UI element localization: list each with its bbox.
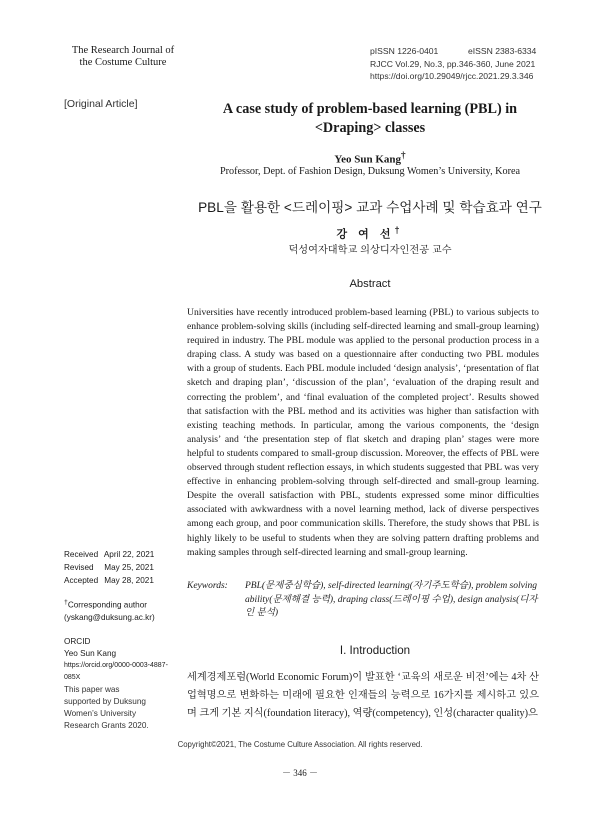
date-revised [64, 561, 174, 574]
orcid-label: ORCID [64, 637, 91, 646]
date-label: Accepted [64, 576, 99, 585]
orcid-name: Yeo Sun Kang [64, 649, 117, 658]
page-number: － 346 － [281, 768, 318, 778]
corresponding-mark-kr: † [394, 225, 404, 235]
date-value: May 25, 2021 [104, 563, 154, 572]
orcid-block [64, 636, 184, 684]
date-value: April 22, 2021 [103, 550, 155, 559]
date-accepted [64, 574, 174, 587]
author-korean [190, 225, 550, 242]
title-english: A case study of problem-based learning (PBL) in <Draping> classes [222, 101, 518, 136]
corresponding-email[interactable]: (yskang@duksung.ac.kr) [64, 612, 155, 622]
author-english [190, 150, 550, 166]
corresponding-author-label [64, 597, 174, 612]
journal-name-line2: the Costume Culture [79, 57, 167, 68]
affiliation-english: Professor, Dept. of Fashion Design, Duksung Women’s University, Korea [219, 166, 521, 177]
title-korean: PBL을 활용한 <드레이핑> 교과 수업사례 및 학습효과 연구 [198, 200, 542, 215]
date-value: May 28, 2021 [104, 576, 154, 585]
corresponding-author [64, 597, 174, 624]
corresponding-mark: † [401, 150, 406, 160]
section-heading-introduction: I. Introduction [339, 644, 411, 657]
article-type: [Original Article] [64, 98, 138, 110]
abstract-text: Universities have recently introduced problem-based learning (PBL) to various subjects to enhance problem-solving skills (including self-directed learning and small-group learning) required in industry. The PBL module was applied to the personal production process in a draping class. A study was based on a questionnaire after conducting two PBL modules with a group of students. Each PBL module included ‘design analysis’, ‘presentation of flat sketch and draping plan’, ‘discussion of the plan’, ‘evaluation of the draping result and correcting the problem’, and ‘final evaluation of the completed project’. Results showed that satisfaction with the PBL method and its activities was higher than satisfaction with existing teaching methods. In particular, among the various components, the ‘design analysis’ and ‘the presentation step of flat sketch and draping plan’ stages were more helpful to students compared to small-group discussion. Moreover, the effects of PBL were observed through student reflection essays, in which students suggested that PBL was very effective in enhancing problem-solving through self-directed and small-group learning. Despite the overall satisfaction with PBL, students expressed some minor difficulties associated with awkwardness with a novel learning method, lack of diverse perspectives among each group, and poor communication skills. Therefore, the study shows that PBL is highly likely to be useful to students when they are solving pattern drafting problems and making samples through self-directed learning and small-group learning. [187, 307, 539, 558]
keywords-text: PBL(문제중심학습), self-directed learning(자기주도학습), problem solving ability(문제해결 능력), draping class(드레이핑 수업), design analysis(디자인 분석) [245, 581, 538, 618]
date-label: Revised [64, 563, 94, 572]
eissn: eISSN 2383-6334 [468, 46, 537, 56]
pissn: pISSN 1226-0401 [370, 46, 439, 56]
keywords [187, 580, 543, 621]
copyright-notice: Copyright©2021, The Costume Culture Association. All rights reserved. [177, 740, 423, 749]
affiliation-korean: 덕성여자대학교 의상디자인전공 교수 [288, 245, 452, 256]
abstract-heading: Abstract [349, 278, 391, 290]
doi-link[interactable]: https://doi.org/10.29049/rjcc.2021.29.3.346 [370, 71, 534, 81]
corresponding-mark-side: † [64, 599, 68, 606]
date-received [64, 548, 174, 561]
keywords-label: Keywords: [187, 581, 228, 591]
issn-row [370, 45, 570, 58]
author-korean-name: 강 여 선 [336, 228, 395, 241]
corr-label-text: Corresponding author [67, 600, 148, 610]
funding-note: This paper was supported by Duksung Women’s University Research Grants 2020. [64, 685, 149, 730]
author-name: Yeo Sun Kang [334, 153, 402, 166]
date-label: Received [64, 550, 99, 559]
journal-meta [370, 45, 570, 83]
journal-name-line1: The Research Journal of [71, 45, 175, 56]
introduction-text: 세계경제포럼(World Economic Forum)이 발표한 ‘교육의 새로운 비전’에는 4차 산업혁명으로 변화하는 미래에 필요한 인재들의 능력으로 16가지를 제시하고 있으며 크게 기본 지식(foundation literacy), 역량(competency), 인성(character quality)으 [187, 672, 539, 720]
volume-info: RJCC Vol.29, No.3, pp.346-360, June 2021 [370, 58, 536, 69]
orcid-url[interactable]: https://orcid.org/0000-0003-4887-085X [64, 662, 168, 681]
article-dates [64, 548, 174, 587]
journal-name [48, 45, 198, 69]
